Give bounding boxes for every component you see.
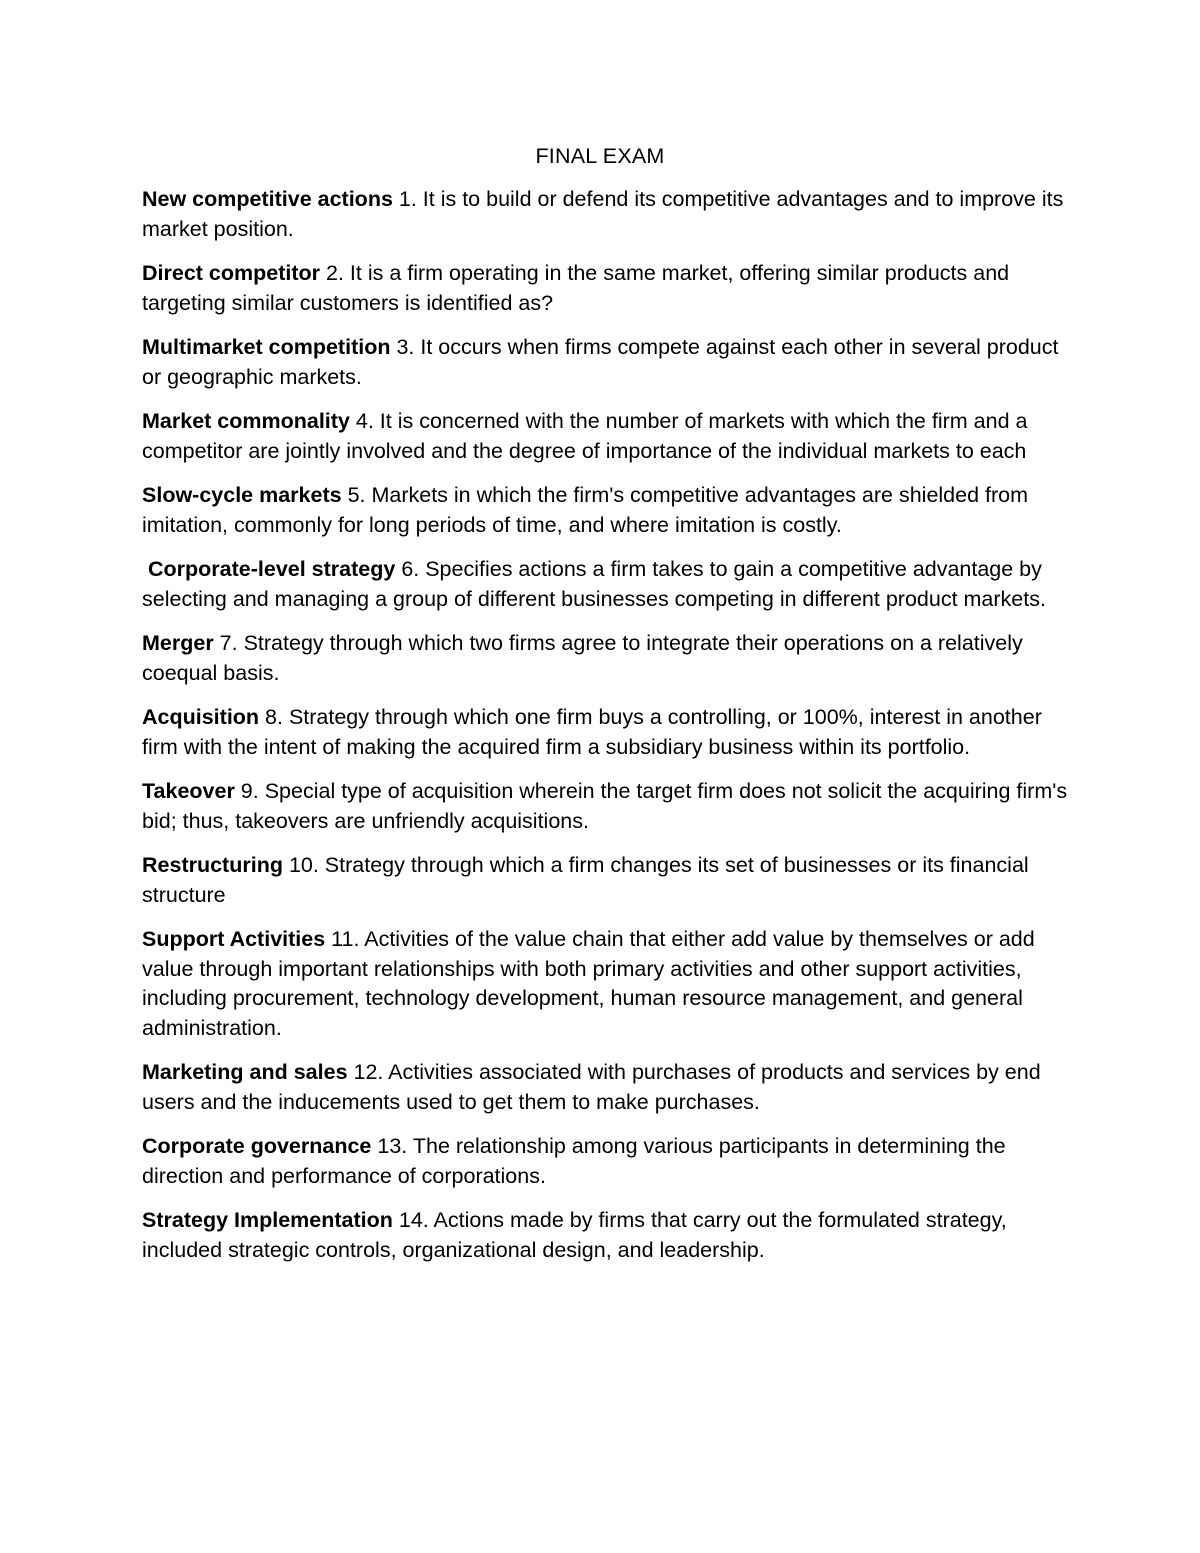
- entry-9: [142, 777, 1072, 836]
- entry-4: [142, 407, 1072, 466]
- entry-term: Corporate-level strategy: [148, 557, 396, 581]
- entry-3: [142, 333, 1072, 392]
- entry-definition: 3. It occurs when firms compete against each other in several product or geographic markets.: [142, 335, 1059, 389]
- entry-5: [142, 481, 1072, 540]
- entry-13: [142, 1132, 1072, 1191]
- entry-12: [142, 1058, 1072, 1117]
- entry-definition: 5. Markets in which the firm's competitive advantages are shielded from imitation, commonly for long periods of time, and where imitation is costly.: [142, 483, 1029, 537]
- entry-term: Corporate governance: [142, 1134, 372, 1158]
- entry-list: [142, 185, 1072, 1280]
- entry-term: Multimarket competition: [142, 335, 391, 359]
- entry-definition: 10. Strategy through which a firm changes its set of businesses or its financial structure: [142, 853, 1029, 907]
- entry-definition: 4. It is concerned with the number of markets with which the firm and a competitor are jointly involved and the degree of importance of the individual markets to each: [142, 409, 1028, 463]
- entry-2: [142, 259, 1072, 318]
- entry-term: Strategy Implementation: [142, 1208, 393, 1232]
- entry-7: [142, 629, 1072, 688]
- entry-8: [142, 703, 1072, 762]
- entry-term: Support Activities: [142, 927, 326, 951]
- entry-definition: 7. Strategy through which two firms agree to integrate their operations on a relatively coequal basis.: [142, 631, 1023, 685]
- entry-10: [142, 851, 1072, 910]
- entry-term: Merger: [142, 631, 214, 655]
- entry-term: Restructuring: [142, 853, 283, 877]
- entry-6: [142, 555, 1072, 614]
- entry-definition: 8. Strategy through which one firm buys a controlling, or 100%, interest in another firm with the intent of making the acquired firm a subsidiary business within its portfolio.: [142, 705, 1042, 759]
- entry-term: Takeover: [142, 779, 235, 803]
- entry-definition: 2. It is a firm operating in the same market, offering similar products and targeting similar customers is identified as?: [142, 261, 1010, 315]
- entry-definition: 13. The relationship among various participants in determining the direction and performance of corporations.: [142, 1134, 1006, 1188]
- entry-definition: 11. Activities of the value chain that either add value by themselves or add value through important relationships with both primary activities and other support activities, including procurement, technology development, human resource management, and general administration.: [142, 927, 1035, 1040]
- entry-14: [142, 1206, 1072, 1265]
- entry-1: [142, 185, 1072, 244]
- entry-term: New competitive actions: [142, 187, 393, 211]
- entry-term: Market commonality: [142, 409, 350, 433]
- entry-term: Marketing and sales: [142, 1060, 348, 1084]
- entry-definition: 12. Activities associated with purchases of products and services by end users and the inducements used to get them to make purchases.: [142, 1060, 1041, 1114]
- entry-definition: 9. Special type of acquisition wherein the target firm does not solicit the acquiring firm's bid; thus, takeovers are unfriendly acquisitions.: [142, 779, 1068, 833]
- entry-11: [142, 925, 1072, 1043]
- page-title: FINAL EXAM: [535, 144, 665, 168]
- entry-term: Slow-cycle markets: [142, 483, 342, 507]
- entry-definition: 6. Specifies actions a firm takes to gain a competitive advantage by selecting and managing a group of different businesses competing in different product markets.: [142, 557, 1046, 611]
- entry-term: Direct competitor: [142, 261, 321, 285]
- entry-term: Acquisition: [142, 705, 260, 729]
- entry-definition: 14. Actions made by firms that carry out the formulated strategy, included strategic controls, organizational design, and leadership.: [142, 1208, 1007, 1262]
- entry-definition: 1. It is to build or defend its competitive advantages and to improve its market position.: [142, 187, 1064, 241]
